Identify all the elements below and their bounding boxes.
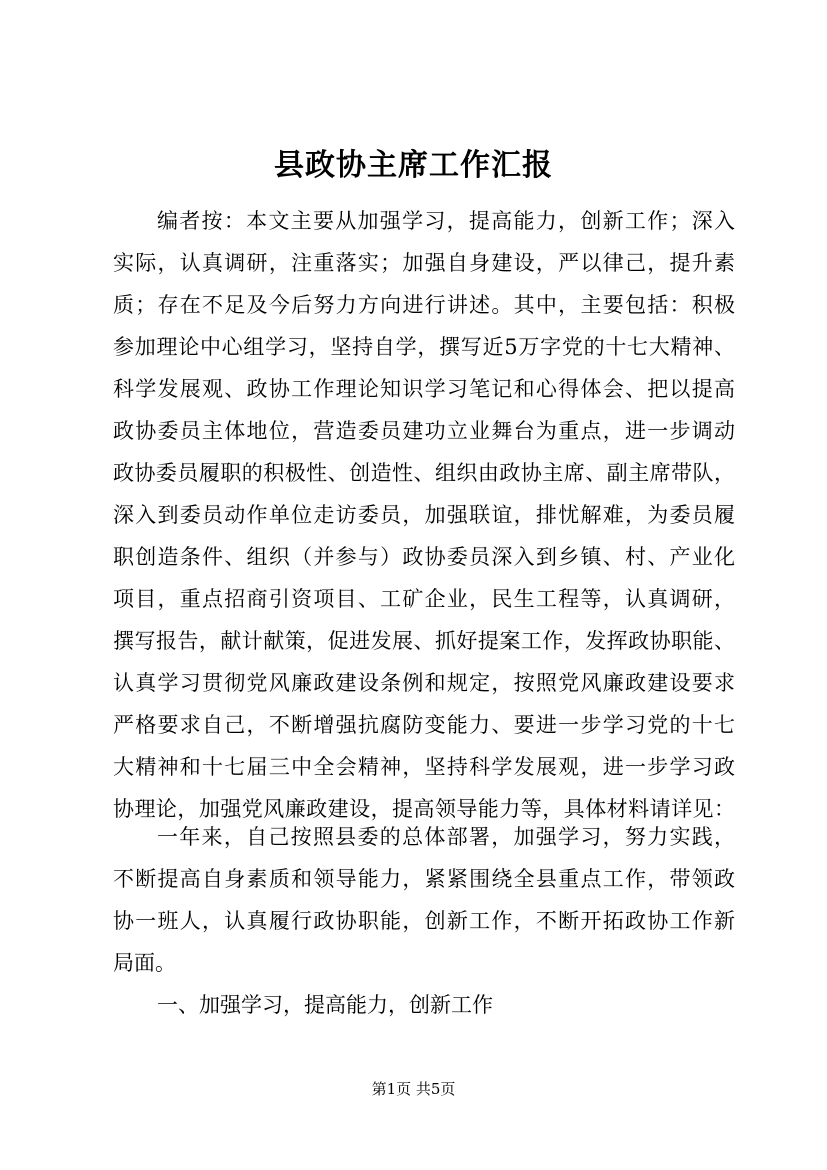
text-line: 政协委员履职的积极性、创造性、组织由政协主席、副主席带队， [113, 461, 735, 485]
text-line: 大精神和十七届三中全会精神，坚持科学发展观，进一步学习政 [113, 755, 735, 779]
text-line: 编者按：本文主要从加强学习，提高能力，创新工作；深入 [157, 209, 735, 233]
text-line: 一年来，自己按照县委的总体部署，加强学习，努力实践， [157, 825, 735, 849]
text-line: 参加理论中心组学习，坚持自学，撰写近5万字党的十七大精神、 [113, 335, 735, 359]
text-line: 撰写报告，献计献策，促进发展、抓好提案工作，发挥政协职能、 [113, 629, 735, 653]
text-line: 不断提高自身素质和领导能力，紧紧围绕全县重点工作，带领政 [113, 867, 735, 891]
text-line: 局面。 [113, 951, 176, 975]
text-line: 实际，认真调研，注重落实；加强自身建设，严以律己，提升素 [113, 251, 735, 275]
section-heading-block [113, 984, 735, 1026]
text-line: 政协委员主体地位，营造委员建功立业舞台为重点，进一步调动 [113, 419, 735, 443]
document-title: 县政协主席工作汇报 [274, 148, 553, 183]
text-line: 协一班人，认真履行政协职能，创新工作，不断开拓政协工作新 [113, 909, 735, 933]
page-footer: 第1页 共5页 [371, 1080, 456, 1098]
text-line: 项目，重点招商引资项目、工矿企业，民生工程等，认真调研， [113, 587, 735, 611]
text-line: 质；存在不足及今后努力方向进行讲述。其中，主要包括：积极 [113, 293, 735, 317]
section-heading: 一、加强学习，提高能力，创新工作 [157, 993, 493, 1017]
body-paragraph [113, 816, 735, 984]
text-line: 职创造条件、组织（并参与）政协委员深入到乡镇、村、产业化 [113, 545, 735, 569]
text-line: 认真学习贯彻党风廉政建设条例和规定，按照党风廉政建设要求 [113, 671, 735, 695]
text-line: 协理论，加强党风廉政建设，提高领导能力等，具体材料请详见： [113, 797, 735, 821]
text-line: 科学发展观、政协工作理论知识学习笔记和心得体会、把以提高 [113, 377, 735, 401]
editor-note-paragraph [113, 200, 735, 830]
text-line: 深入到委员动作单位走访委员，加强联谊，排忧解难，为委员履 [113, 503, 735, 527]
text-line: 严格要求自己，不断增强抗腐防变能力、要进一步学习党的十七 [113, 713, 735, 737]
